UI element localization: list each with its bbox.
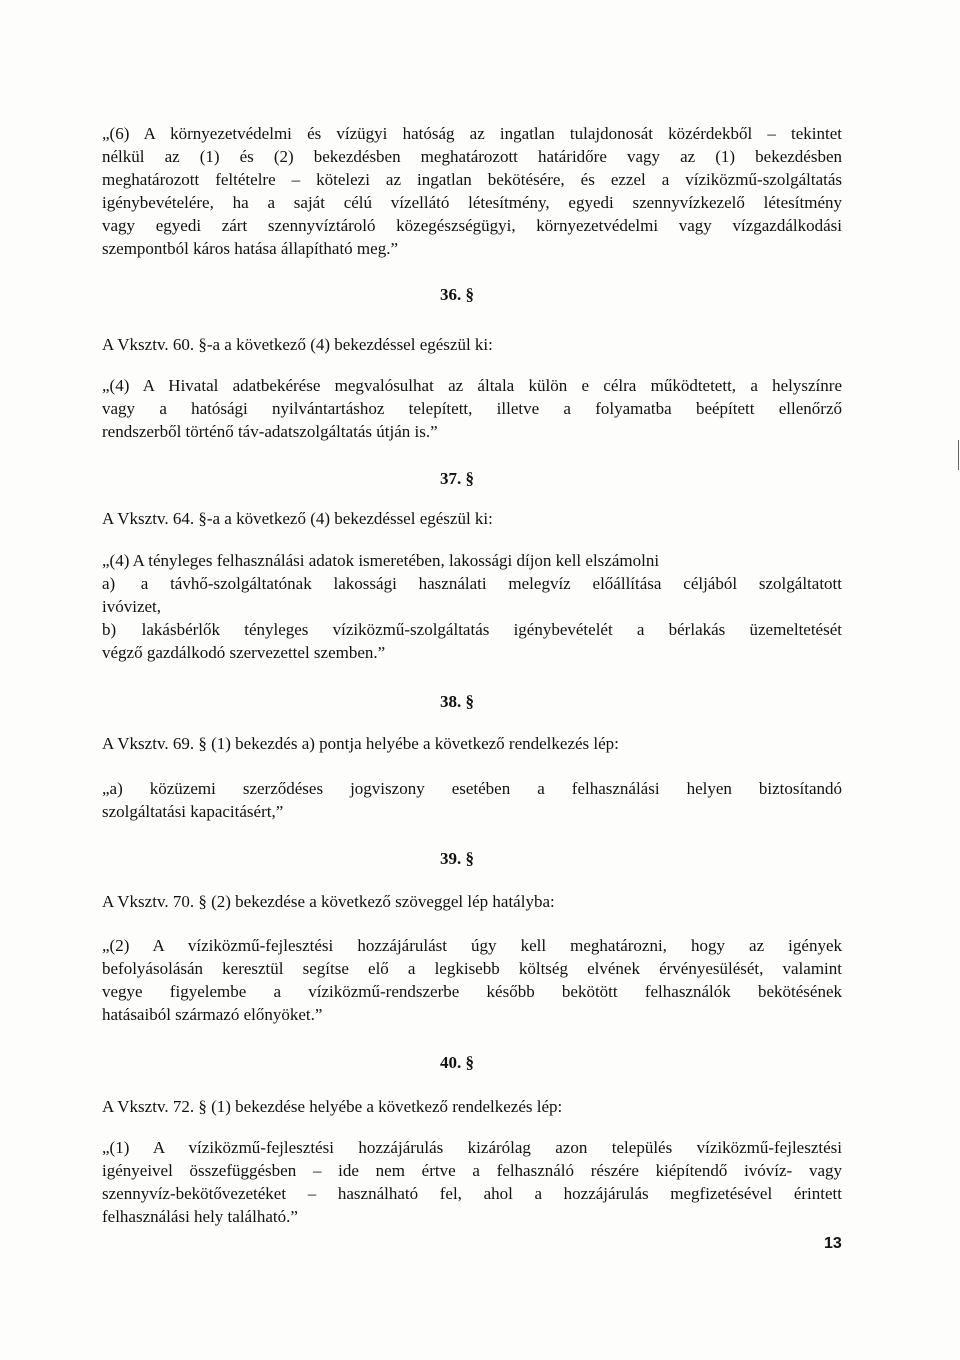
section-heading-40: 40. § — [440, 1053, 474, 1072]
text-line: b) lakásbérlők tényleges víziközmű-szolgáltatás igénybevételét a bérlakás üzemeltetését — [102, 620, 842, 639]
text-line: nélkül az (1) és (2) bekezdésben meghatározott határidőre vagy az (1) bekezdésben — [102, 147, 842, 166]
text-line: vagy egyedi zárt szennyvíztároló közegészségügyi, környezetvédelmi vagy vízgazdálkodási — [102, 216, 842, 235]
paragraph-37 — [102, 549, 842, 664]
text-line: „(6) A környezetvédelmi és vízügyi hatóság az ingatlan tulajdonosát közérdekből – tekintet — [102, 124, 842, 143]
text-line: „(4) A Hivatal adatbekérése megvalósulhat az általa külön e célra működtetett, a helyszínre — [102, 376, 842, 395]
text-line: vegye figyelembe a víziközmű-rendszerbe később bekötött felhasználók bekötésének — [102, 982, 842, 1001]
text-line: hatásaiból származó előnyöket.” — [102, 1005, 323, 1024]
text-line: ivóvizet, — [102, 597, 162, 616]
text-line: a) a távhő-szolgáltatónak lakossági használati melegvíz előállítása céljából szolgáltatott — [102, 574, 842, 593]
text-line: „(2) A víziközmű-fejlesztési hozzájárulást úgy kell meghatározni, hogy az igények — [102, 936, 842, 955]
text-line: „(4) A tényleges felhasználási adatok ismeretében, lakossági díjon kell elszámolni — [102, 551, 660, 570]
text-line: meghatározott feltételre – kötelezi az ingatlan bekötésére, és ezzel a víziközmű-szolgáltatás — [102, 170, 842, 189]
section-heading-37: 37. § — [440, 469, 474, 488]
paragraph-40 — [102, 1136, 842, 1228]
section-heading-38: 38. § — [440, 692, 474, 711]
text-line: igénybevételére, ha a saját célú vízellátó létesítmény, egyedi szennyvízkezelő létesítmény — [102, 193, 842, 212]
text-line: befolyásolásán keresztül segítse elő a legkisebb költség elvének érvényesülését, valamint — [102, 959, 842, 978]
paragraph-36 — [102, 374, 842, 443]
text-line: szennyvíz-bekötővezetéket – használható fel, ahol a hozzájárulás megfizetésével érintett — [102, 1184, 842, 1203]
amendment-intro-39: A Vksztv. 70. § (2) bekezdése a következő szöveggel lép hatályba: — [102, 892, 555, 911]
paragraph-38 — [102, 777, 842, 823]
text-line: rendszerből történő táv-adatszolgáltatás útján is.” — [102, 422, 438, 441]
margin-scan-mark — [958, 440, 959, 470]
text-line: igényeivel összefüggésben – ide nem értve a felhasználó részére kiépítendő ivóvíz- vagy — [102, 1161, 842, 1180]
amendment-intro-36: A Vksztv. 60. §-a a következő (4) bekezdéssel egészül ki: — [102, 335, 493, 354]
text-line: szempontból káros hatása állapítható meg.” — [102, 239, 398, 258]
amendment-intro-40: A Vksztv. 72. § (1) bekezdése helyébe a következő rendelkezés lép: — [102, 1097, 563, 1116]
text-line: végző gazdálkodó szervezettel szemben.” — [102, 643, 386, 662]
text-line: vagy a hatósági nyilvántartáshoz telepített, illetve a folyamatba beépített ellenőrző — [102, 399, 842, 418]
section-heading-39: 39. § — [440, 849, 474, 868]
text-line: felhasználási hely található.” — [102, 1207, 298, 1226]
text-line: szolgáltatási kapacitásért,” — [102, 802, 284, 821]
paragraph-6 — [102, 122, 842, 260]
text-line: „a) közüzemi szerződéses jogviszony esetében a felhasználási helyen biztosítandó — [102, 779, 842, 798]
page-number: 13 — [824, 1235, 842, 1252]
amendment-intro-38: A Vksztv. 69. § (1) bekezdés a) pontja helyébe a következő rendelkezés lép: — [102, 734, 619, 753]
paragraph-39 — [102, 934, 842, 1026]
amendment-intro-37: A Vksztv. 64. §-a a következő (4) bekezdéssel egészül ki: — [102, 509, 493, 528]
text-line: „(1) A víziközmű-fejlesztési hozzájárulás kizárólag azon település víziközmű-fejlesztési — [102, 1138, 842, 1157]
section-heading-36: 36. § — [440, 285, 474, 304]
